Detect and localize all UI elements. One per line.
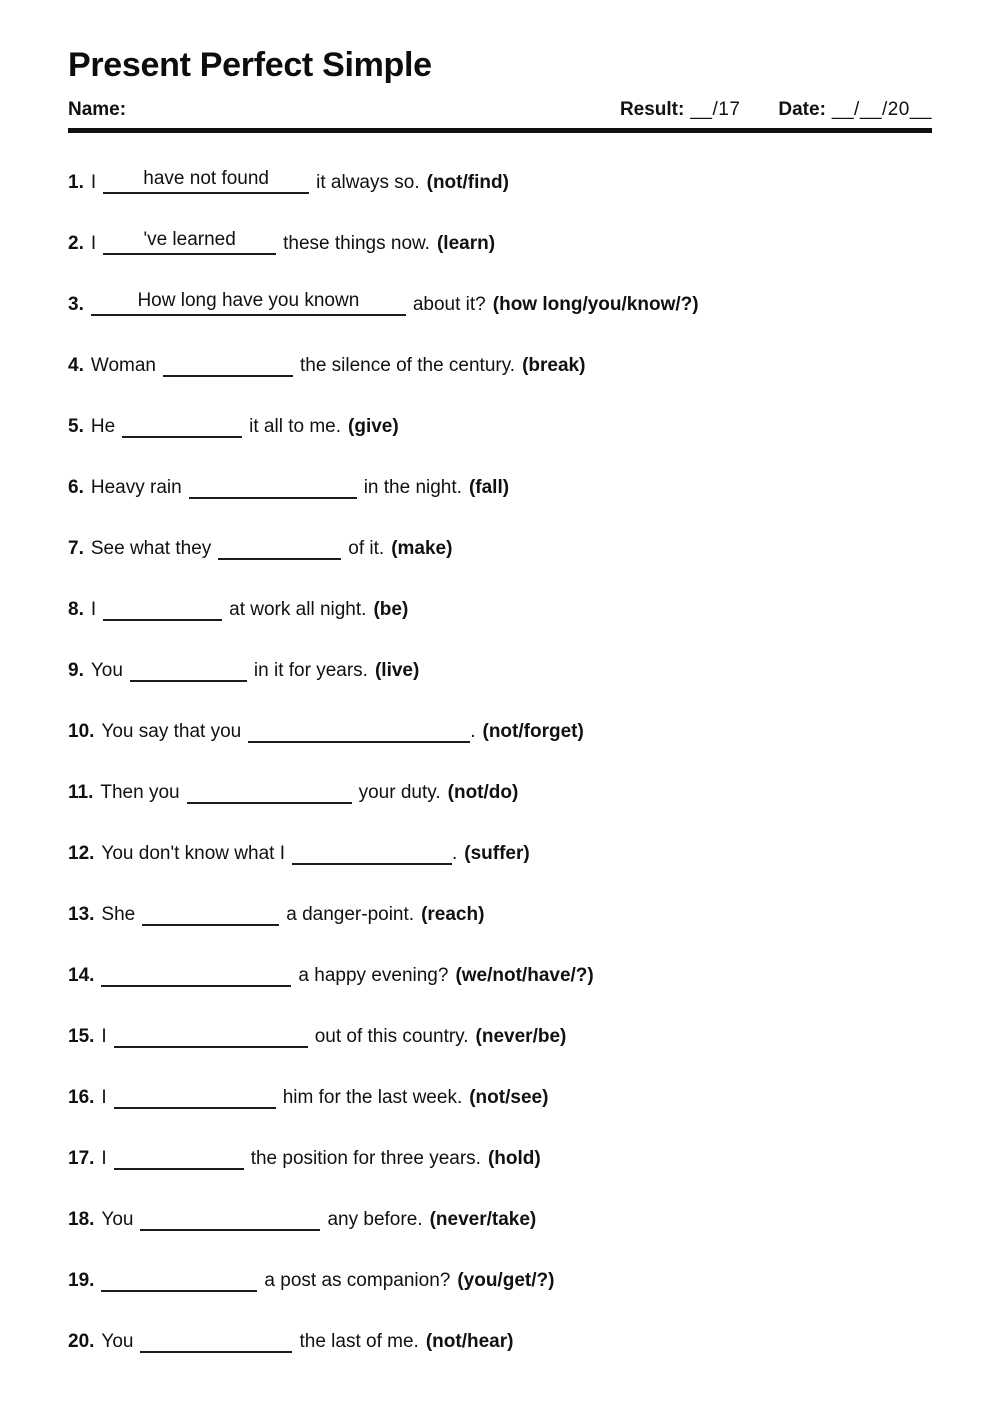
question-number: 10.	[68, 721, 95, 742]
question-row	[68, 1083, 932, 1111]
answer-blank	[103, 229, 276, 255]
answer-blank	[140, 1205, 320, 1231]
question-post-text: out of this country.	[314, 1026, 469, 1047]
question-number: 20.	[68, 1331, 95, 1352]
question-list	[68, 168, 932, 1355]
question-post-text: .	[470, 721, 476, 742]
question-pre-text: You don't know what I	[101, 843, 285, 864]
answer-blank	[140, 1327, 292, 1353]
verb-hint: (never/take)	[429, 1209, 537, 1230]
question-number: 5.	[68, 416, 84, 437]
answer-blank	[103, 595, 222, 621]
answer-blank	[101, 1266, 257, 1292]
question-number: 6.	[68, 477, 84, 498]
verb-hint: (not/forget)	[482, 721, 584, 742]
question-pre-text: I	[101, 1148, 107, 1169]
verb-hint: (not/do)	[447, 782, 519, 803]
question-number: 17.	[68, 1148, 95, 1169]
question-pre-text: You	[101, 1331, 134, 1352]
question-pre-text: He	[90, 416, 116, 437]
verb-hint: (suffer)	[464, 843, 530, 864]
question-number: 13.	[68, 904, 95, 925]
question-post-text: the last of me.	[299, 1331, 419, 1352]
result-value: __/17	[690, 99, 741, 120]
question-pre-text: She	[101, 904, 136, 925]
verb-hint: (you/get/?)	[457, 1270, 555, 1291]
question-row	[68, 595, 932, 623]
question-pre-text: Woman	[90, 355, 156, 376]
answer-blank	[142, 900, 279, 926]
question-pre-text: Then you	[100, 782, 180, 803]
question-post-text: .	[451, 843, 458, 864]
result-label: Result:	[619, 99, 685, 120]
answer-blank	[122, 412, 242, 438]
verb-hint: (live)	[374, 660, 420, 681]
question-post-text: a post as companion?	[264, 1270, 451, 1291]
question-row	[68, 351, 932, 379]
answer-blank	[187, 778, 352, 804]
question-number: 15.	[68, 1026, 95, 1047]
question-row	[68, 1266, 932, 1294]
verb-hint: (how long/you/know/?)	[492, 294, 699, 315]
answer-blank	[292, 839, 452, 865]
question-row	[68, 473, 932, 501]
answer-blank	[114, 1144, 244, 1170]
question-number: 8.	[68, 599, 84, 620]
answer-blank	[114, 1022, 308, 1048]
date-label: Date:	[778, 99, 826, 120]
question-row	[68, 229, 932, 257]
answer-blank	[114, 1083, 276, 1109]
question-number: 16.	[68, 1087, 95, 1108]
answer-blank	[163, 351, 293, 377]
answer-blank	[248, 717, 470, 743]
header-divider	[68, 128, 932, 133]
result-date-group	[620, 99, 932, 121]
question-row	[68, 1327, 932, 1355]
answer-blank	[130, 656, 247, 682]
question-post-text: at work all night.	[229, 599, 367, 620]
question-pre-text: I	[101, 1087, 107, 1108]
question-row	[68, 656, 932, 684]
name-label: Name:	[68, 99, 127, 120]
verb-hint: (fall)	[468, 477, 510, 498]
verb-hint: (we/not/have/?)	[455, 965, 594, 986]
question-number: 4.	[68, 355, 84, 376]
question-number: 18.	[68, 1209, 95, 1230]
answer-blank	[189, 473, 357, 499]
question-row	[68, 717, 932, 745]
worksheet-meta-row	[68, 99, 932, 121]
question-pre-text: Heavy rain	[90, 477, 182, 498]
question-post-text: any before.	[327, 1209, 423, 1230]
question-post-text: of it.	[348, 538, 385, 559]
question-pre-text: I	[90, 172, 97, 193]
question-number: 7.	[68, 538, 84, 559]
question-pre-text: I	[90, 599, 97, 620]
question-number: 1.	[68, 172, 84, 193]
verb-hint: (make)	[391, 538, 453, 559]
question-number: 2.	[68, 233, 84, 254]
question-post-text: the position for three years.	[250, 1148, 481, 1169]
answer-text: have not found	[143, 168, 269, 189]
question-post-text: it all to me.	[249, 416, 342, 437]
verb-hint: (be)	[373, 599, 409, 620]
question-pre-text: You say that you	[101, 721, 242, 742]
name-field	[68, 99, 126, 121]
question-row	[68, 412, 932, 440]
date-field	[778, 99, 932, 121]
question-post-text: a happy evening?	[298, 965, 449, 986]
date-value: __/__/20__	[831, 99, 932, 120]
question-row	[68, 534, 932, 562]
verb-hint: (learn)	[436, 233, 496, 254]
question-pre-text: See what they	[90, 538, 212, 559]
question-number: 3.	[68, 294, 84, 315]
answer-blank	[101, 961, 291, 987]
question-row	[68, 290, 932, 318]
question-post-text: about it?	[412, 294, 486, 315]
question-post-text: a danger-point.	[286, 904, 415, 925]
answer-text: 've learned	[143, 229, 236, 250]
question-number: 12.	[68, 843, 95, 864]
answer-blank	[103, 168, 309, 194]
verb-hint: (not/see)	[469, 1087, 549, 1108]
question-post-text: in it for years.	[253, 660, 368, 681]
question-post-text: these things now.	[283, 233, 430, 254]
question-pre-text: You	[101, 1209, 134, 1230]
question-pre-text: I	[90, 233, 97, 254]
question-number: 11.	[68, 782, 94, 803]
question-pre-text: I	[101, 1026, 107, 1047]
question-row	[68, 961, 932, 989]
question-number: 14.	[68, 965, 95, 986]
verb-hint: (never/be)	[475, 1026, 567, 1047]
verb-hint: (break)	[522, 355, 586, 376]
question-row	[68, 778, 932, 806]
verb-hint: (hold)	[487, 1148, 541, 1169]
question-pre-text: You	[90, 660, 123, 681]
question-post-text: the silence of the century.	[299, 355, 516, 376]
question-post-text: him for the last week.	[282, 1087, 463, 1108]
verb-hint: (not/find)	[426, 172, 509, 193]
question-number: 9.	[68, 660, 84, 681]
answer-text: How long have you known	[137, 290, 360, 311]
question-row	[68, 900, 932, 928]
page-title: Present Perfect Simple	[68, 46, 432, 84]
question-post-text: it always so.	[316, 172, 420, 193]
question-post-text: in the night.	[363, 477, 462, 498]
question-number: 19.	[68, 1270, 95, 1291]
answer-blank	[91, 290, 406, 316]
verb-hint: (not/hear)	[425, 1331, 514, 1352]
question-row	[68, 1144, 932, 1172]
question-row	[68, 168, 932, 196]
question-row	[68, 1205, 932, 1233]
question-post-text: your duty.	[358, 782, 441, 803]
verb-hint: (reach)	[421, 904, 485, 925]
answer-blank	[218, 534, 341, 560]
result-field	[620, 99, 740, 121]
verb-hint: (give)	[348, 416, 399, 437]
question-row	[68, 839, 932, 867]
question-row	[68, 1022, 932, 1050]
